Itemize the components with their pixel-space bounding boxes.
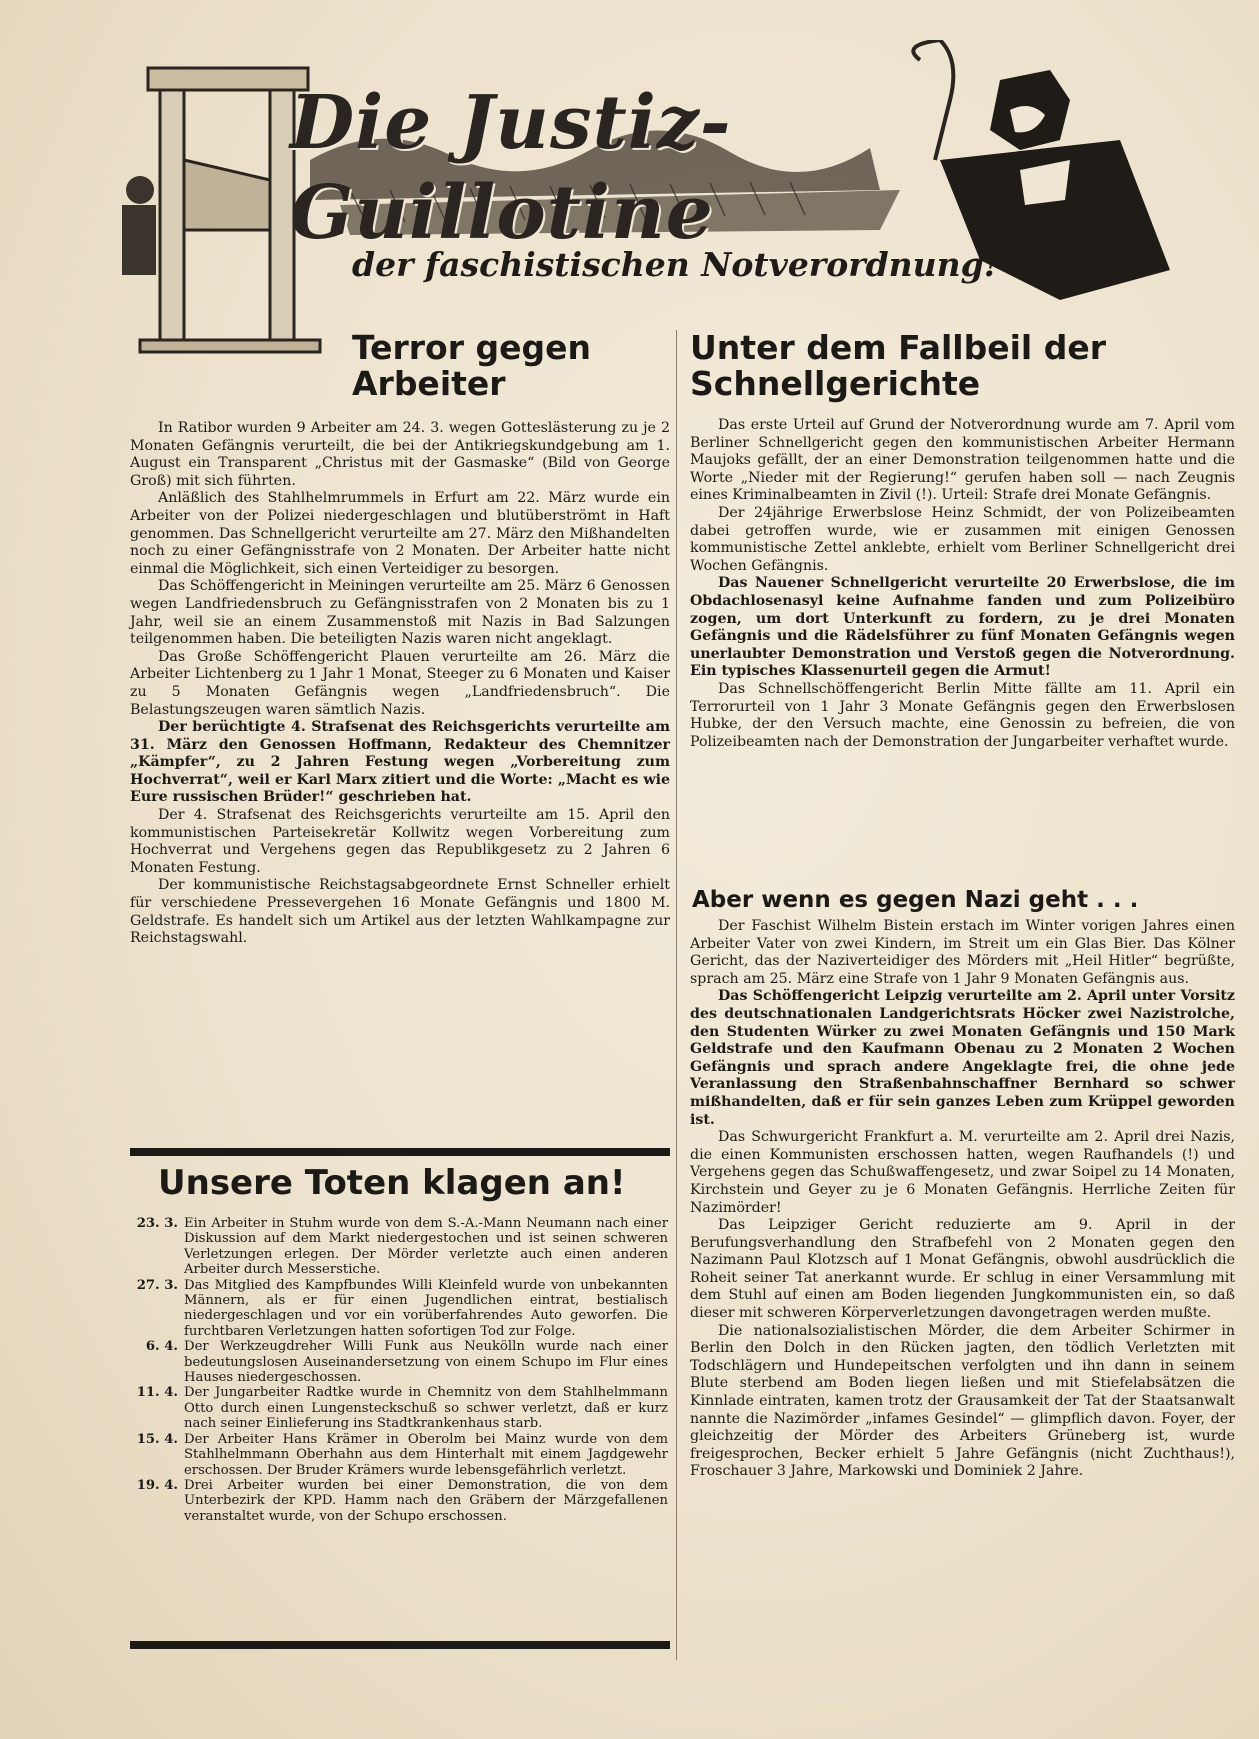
left-headline: Terror gegen Arbeiter [352, 328, 591, 403]
page-subtitle: der faschistischen Notverordnung! [352, 245, 999, 284]
right-headline: Unter dem Fallbeil der Schnellgerichte [690, 328, 1106, 403]
article-paragraph: Die nationalsozialistischen Mörder, die dem Arbeiter Schirmer in Berlin den Dolch in den Rücken jagten, den tödlich Verletzten mit Todschlägern und Hundepeitschen verfolgten und ihn dann in seinem Blute sterbend am Boden liegen ließen und mit Stiefelabsätzen die Kinnlade eintraten, kamen trotz der Grausamkeit der Tat der Staatsanwalt nannte die Nazimörder „infames Gesindel“ — glimpflich davon. Foyer, der gleichzeitig der Mörder des Arbeiters Grüneberg ist, wurde freigesprochen, Becker erhielt 5 Jahre Gefängnis (nicht Zuchthaus!), Froschauer 3 Jahre, Markowski und Dominiek 2 Jahre. [690, 1322, 1235, 1480]
article-paragraph: Das Schöffengericht in Meiningen verurteilte am 25. März 6 Genossen wegen Landfriedensbruch zu Gefängnisstrafen von 2 Monaten bis zu 1 Jahr, weil sie an einem Zusammenstoß mit Nazis in Bad Salzungen teilgenommen haben. Die beteiligten Nazis waren nicht angeklagt. [130, 578, 670, 648]
list-item [128, 1478, 668, 1524]
right-column-lower [690, 918, 1235, 1481]
page-title: Die Justiz-Guillotine [290, 80, 732, 256]
list-item [128, 1385, 668, 1431]
article-paragraph: Der berüchtigte 4. Strafsenat des Reichsgerichts verurteilte am 31. März den Genossen Hoffmann, Redakteur des Chemnitzer „Kämpfer“, zu 2 Jahren Festung wegen „Vorbereitung zum Hochverrat“, weil er Karl Marx zitiert und die Worte: „Macht es wie Eure russischen Brüder!“ geschrieben hat. [130, 719, 670, 806]
list-item [128, 1278, 668, 1340]
right-column [690, 417, 1235, 751]
article-paragraph: Das Schnellschöffengericht Berlin Mitte fällte am 11. April ein Terrorurteil von 1 Jahr 3 Monate Gefängnis gegen den Erwerbslosen Hubke, der den Versuch machte, eine Genossin zu befreien, die von Polizeibeamten nach der Demonstration der Jungarbeiter verhaftet wurde. [690, 680, 1235, 750]
section-rule [130, 1148, 670, 1156]
item-date: 6. 4. [145, 1339, 178, 1355]
toten-list [128, 1216, 668, 1524]
item-text: Das Mitglied des Kampfbundes Willi Kleinfeld wurde von unbekannten Männern, als er für einen Jugendlichen eintrat, bestialisch niedergeschlagen und vor ein vorüberfahrendes Auto geworfen. Die furchtbaren Verletzungen hatten sofortigen Tod zur Folge. [184, 1277, 668, 1339]
item-date: 19. 4. [136, 1477, 178, 1493]
article-paragraph: Das erste Urteil auf Grund der Notverordnung wurde am 7. April vom Berliner Schnellgericht gegen den kommunistischen Arbeiter Hermann Maujoks gefällt, der an einer Demonstration teilgenommen hatte und die Worte „Nieder mit der Regierung!“ gerufen haben soll — nach Zeugnis eines Kriminalbeamten in Zivil (!). Urteil: Strafe drei Monate Gefängnis. [690, 417, 1235, 504]
article-paragraph: Der Faschist Wilhelm Bistein erstach im Winter vorigen Jahres einen Arbeiter Vater von zwei Kindern, im Streit um ein Glas Bier. Das Kölner Gericht, das der Naziverteidiger des Mörders mit „Heil Hitler“ begrüßte, sprach am 25. März eine Strafe von 1 Jahr 9 Monaten Gefängnis aus. [690, 918, 1235, 987]
article-paragraph: Das Große Schöffengericht Plauen verurteilte am 26. März die Arbeiter Lichtenberg zu 1 Jahr 1 Monat, Steeger zu 6 Monaten und Kaiser zu 5 Monaten Gefängnis wegen „Landfriedensbruch“. Die Belastungszeugen waren sämtlich Nazis. [130, 648, 670, 718]
item-date: 11. 4. [136, 1385, 178, 1401]
item-text: Drei Arbeiter wurden bei einer Demonstration, die von dem Unterbezirk der KPD. Hamm nach den Gräbern der Märzgefallenen veranstaltet wurde, von der Schupo erschossen. [184, 1477, 668, 1524]
article-paragraph: Das Schwurgericht Frankfurt a. M. verurteilte am 2. April drei Nazis, die einen Kommunisten erschossen hatten, wegen Raufhandels (!) und Vergehens gegen das Schußwaffengesetz, und zwar Soipel zu 14 Monaten, Kirchstein und Geyer zu je 6 Monaten Gefängnis. Herrliche Zeiten für Nazimörder! [690, 1129, 1235, 1216]
list-item [128, 1432, 668, 1478]
article-paragraph: In Ratibor wurden 9 Arbeiter am 24. 3. wegen Gotteslästerung zu je 2 Monaten Gefängnis verurteilt, die bei der Antikriegskundgebung am 1. August ein Transparent „Christus mit der Gasmaske“ (Bild von George Groß) mit sich führten. [130, 420, 670, 489]
article-paragraph: Der kommunistische Reichstagsabgeordnete Ernst Schneller erhielt für verschiedene Pressevergehen 16 Monate Gefängnis und 1800 M. Geldstrafe. Es handelt sich um Artikel aus der letzten Wahlkampagne zur Reichstagswahl. [130, 877, 670, 947]
list-item [128, 1216, 668, 1278]
article-paragraph: Das Leipziger Gericht reduzierte am 9. April in der Berufungsverhandlung den Strafbefehl von 2 Monaten gegen den Nazimann Paul Klotzsch auf 1 Monat Gefängnis, obwohl ausdrücklich die Roheit seiner Tat anerkannt wurde. Er schlug in einer Versammlung mit dem Stuhl auf einen am Boden liegenden Jungkommunisten ein, so daß dieser mit schweren Körperverletzungen davongetragen werden mußte. [690, 1217, 1235, 1322]
item-text: Der Jungarbeiter Radtke wurde in Chemnitz von dem Stahlhelmmann Otto durch einen Lungensteckschuß so schwer verletzt, daß er kurz nach seiner Einlieferung ins Stadtkrankenhaus starb. [184, 1385, 668, 1432]
article-paragraph: Anläßlich des Stahlhelmrummels in Erfurt am 22. März wurde ein Arbeiter von der Polizei niedergeschlagen und blutüberströmt in Haft genommen. Das Schnellgericht verurteilte am 27. März den Mißhandelten noch zu einer Gefängnisstrafe von 2 Monaten. Der Arbeiter hatte nicht einmal die Möglichkeit, sich einen Verteidiger zu besorgen. [130, 490, 670, 577]
article-paragraph: Das Schöffengericht Leipzig verurteilte am 2. April unter Vorsitz des deutschnationalen Landgerichtsrats Höcker zwei Nazistrolche, den Studenten Würker zu zwei Monaten Gefängnis und 150 Mark Geldstrafe und den Kaufmann Obenau zu 2 Monaten 2 Wochen Gefängnis und sprach andere Angeklagte frei, die ohne jede Veranlassung den Straßenbahnschaffner Bernhard so schwer mißhandelten, daß er für sein ganzes Leben zum Krüppel geworden ist. [690, 988, 1235, 1128]
article-paragraph: Der 24jährige Erwerbslose Heinz Schmidt, der von Polizeibeamten dabei getroffen wurde, wie er zusammen mit einigen Genossen kommunistische Zettel anklebte, erhielt vom Berliner Schnellgericht drei Wochen Gefängnis. [690, 504, 1235, 574]
left-column [130, 420, 670, 948]
item-date: 15. 4. [136, 1431, 178, 1447]
nazi-headline: Aber wenn es gegen Nazi geht . . . [692, 887, 1139, 913]
item-text: Der Werkzeugdreher Willi Funk aus Neukölln wurde nach einer bedeutungslosen Auseinandersetzung von einem Schupo im Flur eines Hauses niedergeschossen. [184, 1339, 668, 1386]
toten-headline: Unsere Toten klagen an! [158, 1163, 626, 1203]
item-text: Ein Arbeiter in Stuhm wurde von dem S.-A.-Mann Neumann nach einer Diskussion auf dem Markt niedergestochen und ist seinen schweren Verletzungen erlegen. Der Mörder verletzte auch einen anderen Arbeiter durch Messerstiche. [184, 1216, 668, 1278]
item-date: 27. 3. [136, 1277, 178, 1293]
article-paragraph: Das Nauener Schnellgericht verurteilte 20 Erwerbslose, die im Obdachlosenasyl keine Aufnahme fanden und zum Polizeibüro zogen, um dort Unterkunft zu fordern, zu je drei Monaten Gefängnis und die Rädelsführer zu fünf Monaten Gefängnis wegen unerlaubter Demonstration und Verstoß gegen die Notverordnung. Ein typisches Klassenurteil gegen die Armut! [690, 575, 1235, 680]
article-paragraph: Der 4. Strafsenat des Reichsgerichts verurteilte am 15. April den kommunistischen Parteisekretär Kollwitz wegen Vorbereitung zum Hochverrat und Vergehens gegen das Republikgesetz zu 2 Jahren 6 Monaten Festung. [130, 807, 670, 876]
section-rule [130, 1641, 670, 1649]
column-divider [676, 330, 677, 1660]
item-text: Der Arbeiter Hans Krämer in Oberolm bei Mainz wurde von dem Stahlhelmmann Oberhahn aus dem Hinterhalt mit einem Jagdgewehr erschossen. Der Bruder Krämers wurde lebensgefährlich verletzt. [184, 1431, 668, 1478]
list-item [128, 1339, 668, 1385]
item-date: 23. 3. [136, 1216, 178, 1231]
